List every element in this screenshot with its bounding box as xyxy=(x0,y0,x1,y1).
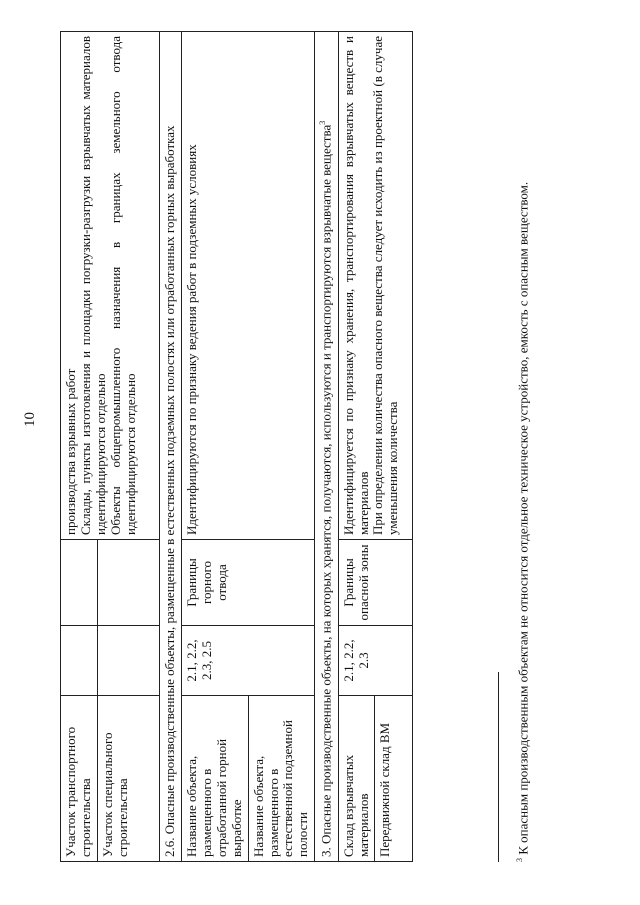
code-cell: 2.1, 2.2, 2.3 xyxy=(338,626,413,696)
footnote xyxy=(515,82,531,862)
basis-cell: Границы опасной зоны xyxy=(338,540,413,626)
basis-cell xyxy=(97,540,159,626)
section-heading-3 xyxy=(315,32,338,862)
description-cell xyxy=(181,32,315,540)
description-line: Идентифицируются по признаку ведения работ в подземных условиях xyxy=(183,144,199,535)
basis-cell: Границы горного отвода xyxy=(181,540,315,626)
description-line: Объекты общепромышленного назначения в границах земельного отвода идентифицируются отдельно xyxy=(107,36,138,535)
footnote-separator xyxy=(498,672,499,862)
table-row xyxy=(181,32,248,862)
page-number: 10 xyxy=(22,412,38,427)
table-row xyxy=(338,32,375,862)
object-name-cell: Участок транспортного строительства xyxy=(61,696,98,862)
footnote-marker: 3 xyxy=(318,120,328,125)
object-classification-table xyxy=(60,31,413,862)
description-line: При определении количества опасного вещества следует исходить из проектной (в случае уменьшения количества xyxy=(370,36,401,535)
section-heading-text: 3. Опасные производственные объекты, на которых хранятся, получаются, используются и транспортируются взрывчатые вещества xyxy=(318,124,334,857)
footnote-text: К опасным производственным объектам не относится отдельное техническое устройство, емкость с опасным веществом. xyxy=(515,181,531,855)
section-row xyxy=(315,32,338,862)
object-name-cell: Участок специального строительства xyxy=(97,696,159,862)
section-row xyxy=(159,32,181,862)
code-cell xyxy=(61,626,98,696)
object-name-cell: Передвижной склад ВМ xyxy=(375,696,413,862)
description-line: производства взрывных работ xyxy=(63,368,78,535)
object-name-cell: Склад взрывчатых материалов xyxy=(338,696,375,862)
section-heading-2-6: 2.6. Опасные производственные объекты, размещенные в естественных подземных полостях или отработанных горных выработках xyxy=(159,32,181,862)
code-cell xyxy=(97,626,159,696)
rotated-table-container xyxy=(60,32,480,862)
description-line: Идентифицируется по признаку хранения, транспортирования взрывчатых веществ и материалов xyxy=(340,36,371,535)
description-cell xyxy=(61,32,160,540)
table-row xyxy=(61,32,98,862)
code-cell: 2.1, 2.2, 2.3, 2.5 xyxy=(181,626,315,696)
object-name-cell: Название объекта, размещенного в отработанной горной выработке xyxy=(181,696,248,862)
description-cell xyxy=(338,32,413,540)
object-name-cell: Название объекта, размещенного в естественной подземной полости xyxy=(248,696,315,862)
description-line: Склады, пункты изготовления и площадки погрузки-разгрузки взрывчатых материалов идентифицируются отдельно xyxy=(77,36,108,535)
footnote-marker: 3 xyxy=(515,858,524,862)
basis-cell xyxy=(61,540,98,626)
